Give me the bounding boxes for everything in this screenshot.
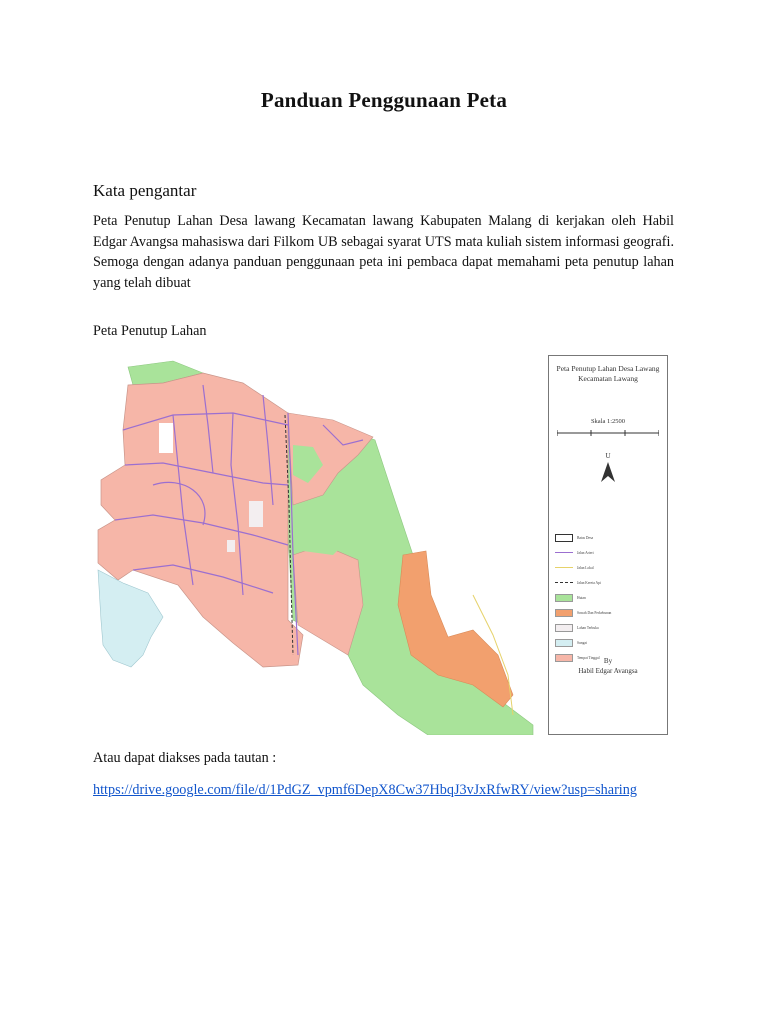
- map-river: [98, 570, 163, 667]
- legend-swatch: [555, 609, 573, 617]
- scale-bar: [557, 430, 659, 436]
- legend-label: Lahan Terbuka: [577, 626, 599, 630]
- intro-paragraph: Peta Penutup Lahan Desa lawang Kecamatan lawang Kabupaten Malang di kerjakan oleh Habil Edgar Avangsa mahasiswa dari Filkom UB sebagai syarat UTS mata kuliah sistem informasi geografi. Semoga dengan adanya panduan penggunaan peta ini pembaca dapat memahami peta penutup lahan yang telah dibuat: [93, 213, 674, 291]
- map-open-land: [159, 423, 173, 453]
- legend-author-name: Habil Edgar Avangsa: [578, 667, 638, 675]
- legend-item: [555, 534, 665, 543]
- legend-label: Jalan Lokal: [577, 566, 594, 570]
- legend-swatch: [555, 624, 573, 632]
- legend-author: [549, 656, 667, 676]
- legend-item: [555, 624, 665, 633]
- section-heading: Kata pengantar: [93, 181, 197, 200]
- drive-link[interactable]: https://drive.google.com/file/d/1PdGZ_vpmf6DepX8Cw37HbqJ3vJxRfwRY/view?usp=sharing: [93, 782, 637, 798]
- legend-label: Sungai: [577, 641, 587, 645]
- legend-item: [555, 609, 665, 618]
- legend-swatch: [555, 594, 573, 602]
- map-legend: [548, 355, 668, 735]
- legend-label: Tempat Tinggal: [577, 656, 600, 660]
- legend-item: [555, 594, 665, 603]
- legend-swatch: [555, 564, 573, 568]
- legend-swatch: [555, 579, 573, 583]
- legend-item: [555, 564, 665, 573]
- legend-label: Jalan Arteri: [577, 551, 594, 555]
- legend-swatch: [555, 549, 573, 553]
- document-title: Panduan Penggunaan Peta: [260, 88, 508, 112]
- legend-item: [555, 579, 665, 588]
- map-svg: [93, 355, 539, 735]
- legend-label: Jalan Kereta Api: [577, 581, 601, 585]
- map-open-land-3: [227, 540, 235, 552]
- map-caption: Peta Penutup Lahan: [93, 323, 207, 339]
- legend-title: Peta Penutup Lahan Desa Lawang Kecamatan Lawang: [556, 364, 660, 383]
- legend-swatch: [555, 639, 573, 647]
- north-arrow-icon: [601, 462, 615, 482]
- legend-item: [555, 549, 665, 558]
- map-residential-south: [293, 545, 363, 655]
- map-open-land-2: [249, 501, 263, 527]
- legend-swatch: [555, 534, 573, 542]
- legend-scale: Skala 1:2500: [590, 418, 626, 425]
- legend-label: Sawah Dan Perkebunan: [577, 611, 612, 615]
- legend-label: Batas Desa: [577, 536, 594, 540]
- legend-by: By: [603, 657, 613, 665]
- legend-label: Hutan: [577, 596, 586, 600]
- north-label: U: [605, 452, 611, 460]
- access-text: Atau dapat diakses pada tautan :: [93, 750, 277, 766]
- legend-item: [555, 639, 665, 648]
- land-cover-map: [93, 355, 539, 735]
